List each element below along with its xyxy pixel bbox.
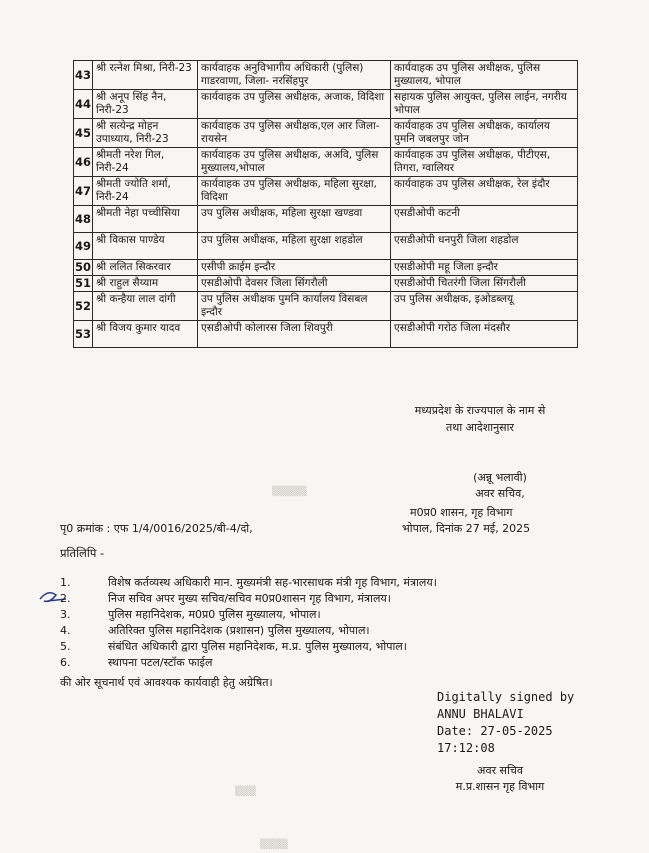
row-number: 53	[74, 321, 93, 348]
copy-list	[60, 575, 580, 671]
current-posting: उप पुलिस अधीक्षक, महिला सुरक्षा शहडोल	[198, 233, 391, 260]
digital-signature	[437, 689, 617, 757]
new-posting: एसडीओपी महू जिला इन्दौर	[391, 260, 578, 276]
officer-name: श्री रत्नेश मिश्रा, निरी-23	[93, 61, 198, 90]
signatory-name: (अन्नू भलावी)	[473, 471, 527, 484]
table-row	[74, 206, 578, 233]
row-number: 43	[74, 61, 93, 90]
current-posting: कार्यवाहक उप पुलिस अधीक्षक, अजाक, विदिशा	[198, 90, 391, 119]
reference-number: पृ0 क्रमांक : एफ 1/4/0016/2025/बी-4/दो,	[60, 522, 253, 535]
copy-item-text: अतिरिक्त पुलिस महानिदेशक (प्रशासन) पुलिस मुख्यालय, भोपाल।	[108, 624, 370, 637]
row-number: 48	[74, 206, 93, 233]
current-posting: कार्यवाहक उप पुलिस अधीक्षक, महिला सुरक्षा, विदिशा	[198, 177, 391, 206]
table-row	[74, 260, 578, 276]
place-date: भोपाल, दिनांक 27 मई, 2025	[402, 522, 531, 535]
copy-item-text: विशेष कर्तव्यस्थ अधिकारी मान. मुख्यमंत्री सह-भारसाधक मंत्री गृह विभाग, मंत्रालय।	[108, 576, 437, 589]
table-row	[74, 119, 578, 148]
table-row	[74, 177, 578, 206]
copy-item-text: पुलिस महानिदेशक, म0प्र0 पुलिस मुख्यालय, भोपाल।	[108, 608, 321, 621]
new-posting: कार्यवाहक उप पुलिस अधीक्षक, पुलिस मुख्यालय, भोपाल	[391, 61, 578, 90]
copy-item	[60, 623, 580, 639]
row-number: 44	[74, 90, 93, 119]
signatory-department: म0प्र0 शासन, गृह विभाग	[410, 506, 513, 519]
copy-item-text: संबंधित अधिकारी द्वारा पुलिस महानिदेशक, म.प्र. पुलिस मुख्यालय, भोपाल।	[108, 640, 407, 653]
table-row	[74, 321, 578, 348]
officer-name: श्री अनूप सिंह नैन, निरी-23	[93, 90, 198, 119]
copy-item-number: 5.	[60, 640, 71, 653]
new-posting: एसडीओपी चितरंगी जिला सिंगरौली	[391, 276, 578, 292]
governor-line-1: मध्यप्रदेश के राज्यपाल के नाम से	[414, 404, 546, 417]
officer-name: श्री विजय कुमार यादव	[93, 321, 198, 348]
officer-name: श्रीमती नरेश गिल, निरी-24	[93, 148, 198, 177]
scan-smudge: ▒▒▒▒	[260, 840, 288, 850]
digital-signature-line-2: ANNU BHALAVI	[437, 707, 524, 721]
new-posting: एसडीओपी गरोठ जिला मंदसौर	[391, 321, 578, 348]
officer-name: श्री विकास पाण्डेय	[93, 233, 198, 260]
row-number: 50	[74, 260, 91, 274]
signer-footer	[420, 763, 580, 795]
row-number: 52	[74, 292, 93, 321]
digital-signature-line-1: Digitally signed by	[437, 690, 575, 704]
current-posting: एसीपी क्राईम इन्दौर	[198, 260, 391, 276]
copy-item-number: 1.	[60, 576, 71, 589]
copy-item-text: निज सचिव अपर मुख्य सचिव/सचिव म0प्र0शासन गृह विभाग, मंत्रालय।	[108, 592, 391, 605]
table-row	[74, 292, 578, 321]
new-posting: एसडीओपी कटनी	[391, 206, 578, 233]
officer-name: श्रीमती नेहा पच्चीसिया	[93, 206, 198, 233]
signatory-block	[400, 470, 600, 502]
signer-footer-line-2: म.प्र.शासन गृह विभाग	[455, 780, 545, 793]
current-posting: कार्यवाहक उप पुलिस अधीक्षक, अअवि, पुलिस मुख्यालय,भोपाल	[198, 148, 391, 177]
table-row	[74, 61, 578, 90]
row-number: 51	[74, 276, 91, 290]
current-posting: कार्यवाहक उप पुलिस अधीक्षक,एल आर जिला-रायसेन	[198, 119, 391, 148]
digital-signature-line-3: Date: 27-05-2025	[437, 724, 553, 738]
row-number: 47	[74, 177, 93, 206]
officer-name: श्रीमती ज्योति शर्मा, निरी-24	[93, 177, 198, 206]
closing-line: की ओर सूचनार्थ एवं आवश्यक कार्यवाही हेतु अग्रेषित।	[60, 676, 273, 689]
current-posting: कार्यवाहक अनुविभागीय अधिकारी (पुलिस) गाडरवाणा, जिला- नरसिंहपुर	[198, 61, 391, 90]
new-posting: कार्यवाहक उप पुलिस अधीक्षक, पीटीएस, तिगरा, ग्वालियर	[391, 148, 578, 177]
table-row	[74, 90, 578, 119]
copy-item-number: 2.	[60, 592, 71, 605]
table-row	[74, 148, 578, 177]
current-posting: उप पुलिस अधीक्षक, महिला सुरक्षा खण्डवा	[198, 206, 391, 233]
current-posting: एसडीओपी कोलारस जिला शिवपुरी	[198, 321, 391, 348]
copy-item-number: 4.	[60, 624, 71, 637]
copy-item-number: 3.	[60, 608, 71, 621]
posting-table	[73, 60, 578, 348]
officer-name: श्री कन्हैया लाल दांगी	[93, 292, 198, 321]
new-posting: सहायक पुलिस आयुक्त, पुलिस लाईन, नगरीय भोपाल	[391, 90, 578, 119]
digital-signature-line-4: 17:12:08	[437, 741, 495, 755]
scan-smudge: ▒▒▒	[235, 787, 256, 797]
row-number: 45	[74, 119, 93, 148]
table-row	[74, 276, 578, 292]
copy-item	[60, 591, 580, 607]
new-posting: एसडीओपी धनपुरी जिला शहडोल	[391, 233, 578, 260]
copy-heading: प्रतिलिपि -	[60, 546, 105, 560]
row-number: 46	[74, 148, 93, 177]
copy-item	[60, 639, 580, 655]
copy-item-text: स्थापना पटल/स्टॉक फाईल	[108, 656, 213, 669]
table-row	[74, 233, 578, 260]
new-posting: कार्यवाहक उप पुलिस अधीक्षक, रेल इंदौर	[391, 177, 578, 206]
officer-name: श्री ललित सिकरवार	[93, 260, 198, 276]
row-number: 49	[74, 233, 93, 260]
officer-name: श्री सत्येन्द्र मोहन उपाध्याय, निरी-23	[93, 119, 198, 148]
signer-footer-line-1: अवर सचिव	[477, 764, 523, 777]
scan-smudge: ▒▒▒▒▒	[272, 487, 307, 497]
signatory-designation: अवर सचिव,	[475, 487, 525, 500]
copy-item	[60, 655, 580, 671]
copy-item	[60, 575, 580, 591]
place-date-block	[402, 506, 602, 536]
officer-name: श्री राहुल सैय्याम	[93, 276, 198, 292]
copy-item	[60, 607, 580, 623]
governor-line-2: तथा आदेशानुसार	[446, 421, 514, 434]
new-posting: उप पुलिस अधीक्षक, इओडब्लयू	[391, 292, 578, 321]
current-posting: उप पुलिस अधीक्षक पुमनि कार्यालय विसबल इन्दौर	[198, 292, 391, 321]
governor-order-line	[370, 402, 590, 436]
copy-item-number: 6.	[60, 656, 71, 669]
current-posting: एसडीओपी देवसर जिला सिंगरौली	[198, 276, 391, 292]
new-posting: कार्यवाहक उप पुलिस अधीक्षक, कार्यालय पुमनि जबलपुर जोन	[391, 119, 578, 148]
